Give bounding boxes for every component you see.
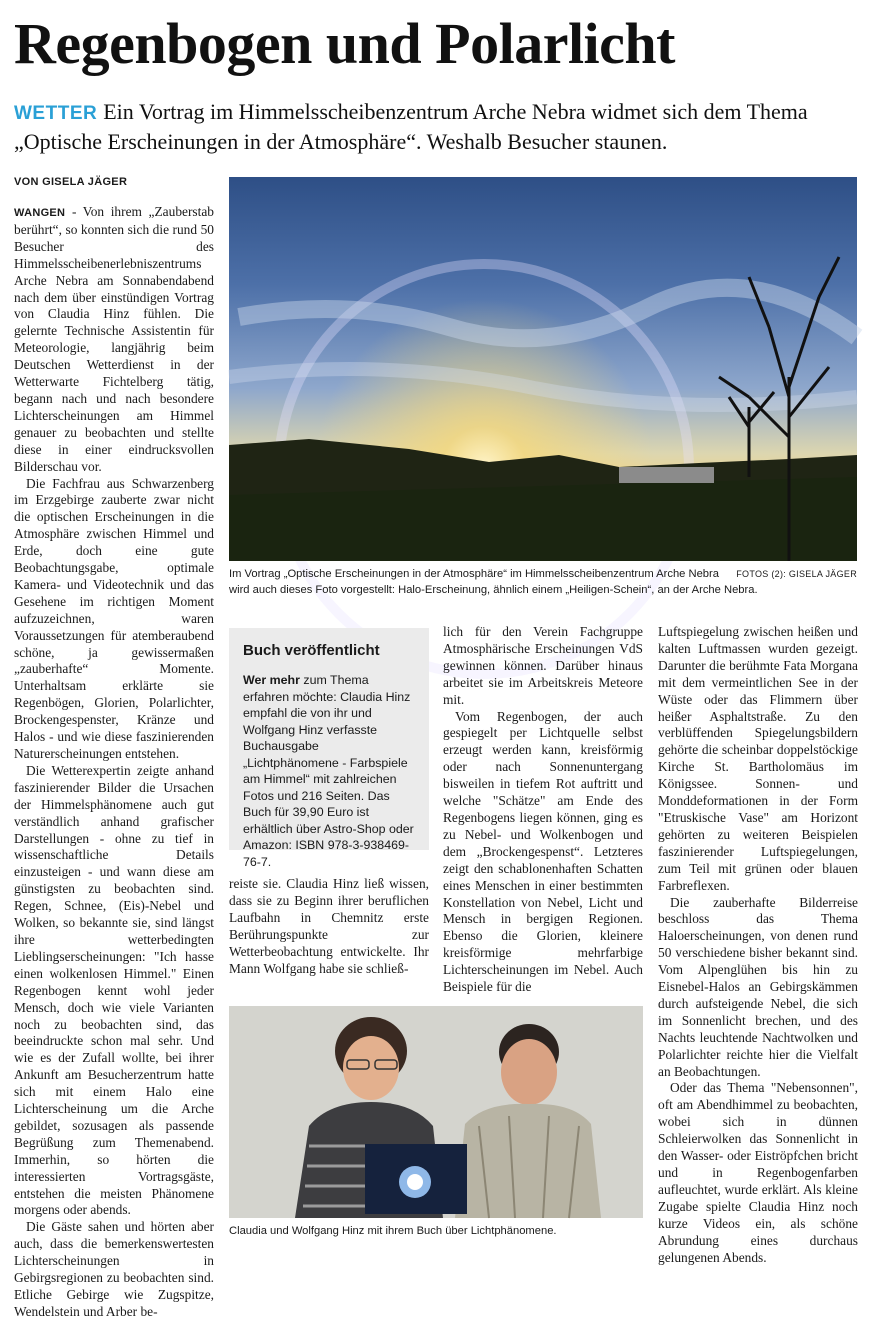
authors-photo-illustration [229, 1006, 643, 1218]
article-column-4 [658, 624, 858, 1265]
book-info-box [229, 628, 429, 869]
paragraph: Luftspiegelung zwischen heißen und kalten Luftmassen wurden gezeigt. Darunter die berühmte Fata Morgana mit dem vermeintlichen See in der Wüste oder das Flimmern über heißer Asphaltstraße. Zu den verblüffenden Spiegelungsbildern gehörte die scheinbar doppelstöckige Kirche St. Bartholomäus im Königssee. Sonnen- und Monddeformationen in der Form "Etruskische Vase" am Horizont gehörten zu weiteren Beispielen faszinierender Luftspiegelungen, zum Teil mit grünen oder blauen Farbreflexen. [658, 624, 858, 893]
article-column-3 [443, 624, 643, 995]
paragraph: Die Wetterexpertin zeigte anhand faszinierender Bilder die Ursachen der Himmelsphänomene auch gut verständlich anhand grafischer Darstellungen - ohne zu tief in wissenschaftliche Details einzusteigen - und wann diese am günstigsten zu beobachten sind. Regen, Schnee, (Eis)-Nebel und Wolken, so bekannte sie, sind längst ihre wetterbedingten Lieblingserscheinungen: "Ich hasse einen wolkenlosen Himmel." Einen Regenbogen kennt wohl jeder Mensch, doch wie viele Varianten noch zu beobachten sind, das beeindruckte schon mal sehr. Und wie es der Zufall wollte, bei ihrer Ankunft am Besucherzentrum hatte sich mit einem Halo eine Lichterscheinung um die Arche gebildet, sozusagen als passende Begrüßung zum Themenabend. Immerhin, so hörten die interessierten Vortragsgäste, entstehen die meisten Phänomene morgens oder abends. [14, 762, 214, 1218]
paragraph-text: - Von ihrem „Zauberstab berührt“, so konnten sich die rund 50 Besucher des Himmelsscheibenerlebniszentrums Arche Nebra am Sonnabendabend nach dem über einstündigen Vortrag von Claudia Hinz fühlen. Die gelernte Technische Assistentin für Meteorologie, langjährig beim Deutschen Wetterdienst in der Wetterwarte Fichtelberg tätig, begann nach und nach besondere Lichterscheinungen am Himmel genauer zu beobachten und stellte diese in einer eindrucksvollen Bilderschau vor. [14, 204, 214, 474]
halo-photo-caption [229, 566, 857, 598]
paragraph: lich für den Verein Fachgruppe Atmosphärische Erscheinungen VdS gewinnen können. Darüber hinaus arbeitet sie im Arbeitskreis Meteore mit. [443, 624, 643, 707]
paragraph: Die Gäste sahen und hörten aber auch, dass die bemerkenswertesten Lichterscheinungen in Gebirgsregionen zu beobachten sind. Etliche Gebirge wie Zugspitze, Wendelstein und Arber be- [14, 1219, 214, 1319]
halo-photo-illustration [229, 177, 857, 561]
info-box-lead: Wer mehr [243, 673, 300, 687]
kicker-label: WETTER [14, 103, 98, 124]
paragraph: Die zauberhafte Bilderreise beschloss das Thema Haloerscheinungen, von denen rund 50 verschiedene bisher bekannt sind. Vom Alpenglühen bis hin zu Eisnebel-Halos an Gebirgskämmen durch aufsteigende Nebel, die sich im Sonnenlicht brechen, und des Nachts leuchtende Nachtwolken und Polarlichter reichte hier die Vielfalt an Beobachtungen. [658, 894, 858, 1079]
article-column-1 [14, 204, 214, 1319]
lead-text: Ein Vortrag im Himmelsscheibenzentrum Arche Nebra widmet sich dem Thema „Optische Erscheinungen in der Atmosphäre“. Weshalb Besucher staunen. [14, 99, 808, 154]
paragraph: Vom Regenbogen, der auch gespiegelt per Lichtquelle selbst erzeugt werden kann, kreisförmig oder nach Sonnenuntergang bisweilen in tiefem Rot auftritt und welche "Schätze" am Ende des Regenbogens liegen können, ging es zu Nebel- und Wolkenbogen und dem „Brockengespenst“. Letzteres zeigt den schablonenhaften Schatten eines Menschen in einer bestimmten Konstellation von Nebel, Licht und Mensch in bergigen Regionen. Ebenso die Glorien, kleinere kreisförmige mehrfarbige Lichterscheinungen im Nebel. Auch Beispiele für die [443, 708, 643, 995]
lead-paragraph [14, 98, 859, 156]
info-box-text [243, 672, 417, 870]
paragraph [14, 204, 214, 476]
halo-photo [229, 177, 857, 561]
byline: VON GISELA JÄGER [14, 176, 128, 188]
authors-photo [229, 1006, 643, 1218]
article-column-2 [229, 876, 429, 976]
dateline: WANGEN [14, 207, 66, 219]
paragraph: Die Fachfrau aus Schwarzenberg im Erzgebirge zauberte zwar nicht die optischen Erscheinungen in die Atmosphäre zwischen Himmel und Erde, doch eine gute Beobachtungsgabe, optimale Kamera- und Videotechnik und das Gesehene im richtigen Moment aufzuzeichnen, waren Voraussetzungen für atemberaubend schöne, ja gewissermaßen „zauberhafte“ Momente. Unterhaltsam erklärte sie Regenbögen, Glorien, Polarlichter, Brockengespenster, Kränze und Halos - und wie diese faszinierenden Naturerscheinungen entstehen. [14, 475, 214, 761]
paragraph: Oder das Thema "Nebensonnen", oft am Abendhimmel zu beobachten, wobei sich in dünnen Schleierwolken das Sonnenlicht in den Wasser- oder Eiströpfchen bricht und in Regenbogenfarben aufleuchtet, wurde erklärt. Als kleine Zugabe spielte Claudia Hinz noch kurze Videos ein, als schöne Abrundung eines durchaus gelungenen Abends. [658, 1080, 858, 1265]
photo-credit: FOTOS (2): GISELA JÄGER [736, 569, 857, 579]
info-box-title: Buch veröffentlicht [243, 642, 380, 659]
headline: Regenbogen und Polarlicht [14, 11, 675, 76]
info-box-body: zum Thema erfahren möchte: Claudia Hinz empfahl die von ihr und Wolfgang Hinz verfasste Buchausgabe „Lichtphänomene - Farbspiele am Himmel“ mit zahlreichen Fotos und 216 Seiten. Das Buch für 39,90 Euro ist erhältlich über Astro-Shop oder Amazon: ISBN 978-3-938469-76-7. [243, 673, 414, 869]
authors-photo-caption: Claudia und Wolfgang Hinz mit ihrem Buch über Lichtphänomene. [229, 1225, 557, 1237]
caption-text: Im Vortrag „Optische Erscheinungen in der Atmosphäre“ im Himmelsscheibenzentrum Arche Nebra wird auch dieses Foto vorgestellt: Halo-Erscheinung, ähnlich einem „Heiligen-Schein“, an der Arche Nebra. [229, 568, 758, 596]
paragraph: reiste sie. Claudia Hinz ließ wissen, dass sie zu Beginn ihrer beruflichen Laufbahn in Chemnitz erste Berührungspunkte zur Wetterbeobachtung entwickelte. Ihr Mann Wolfgang habe sie schließ- [229, 876, 429, 976]
